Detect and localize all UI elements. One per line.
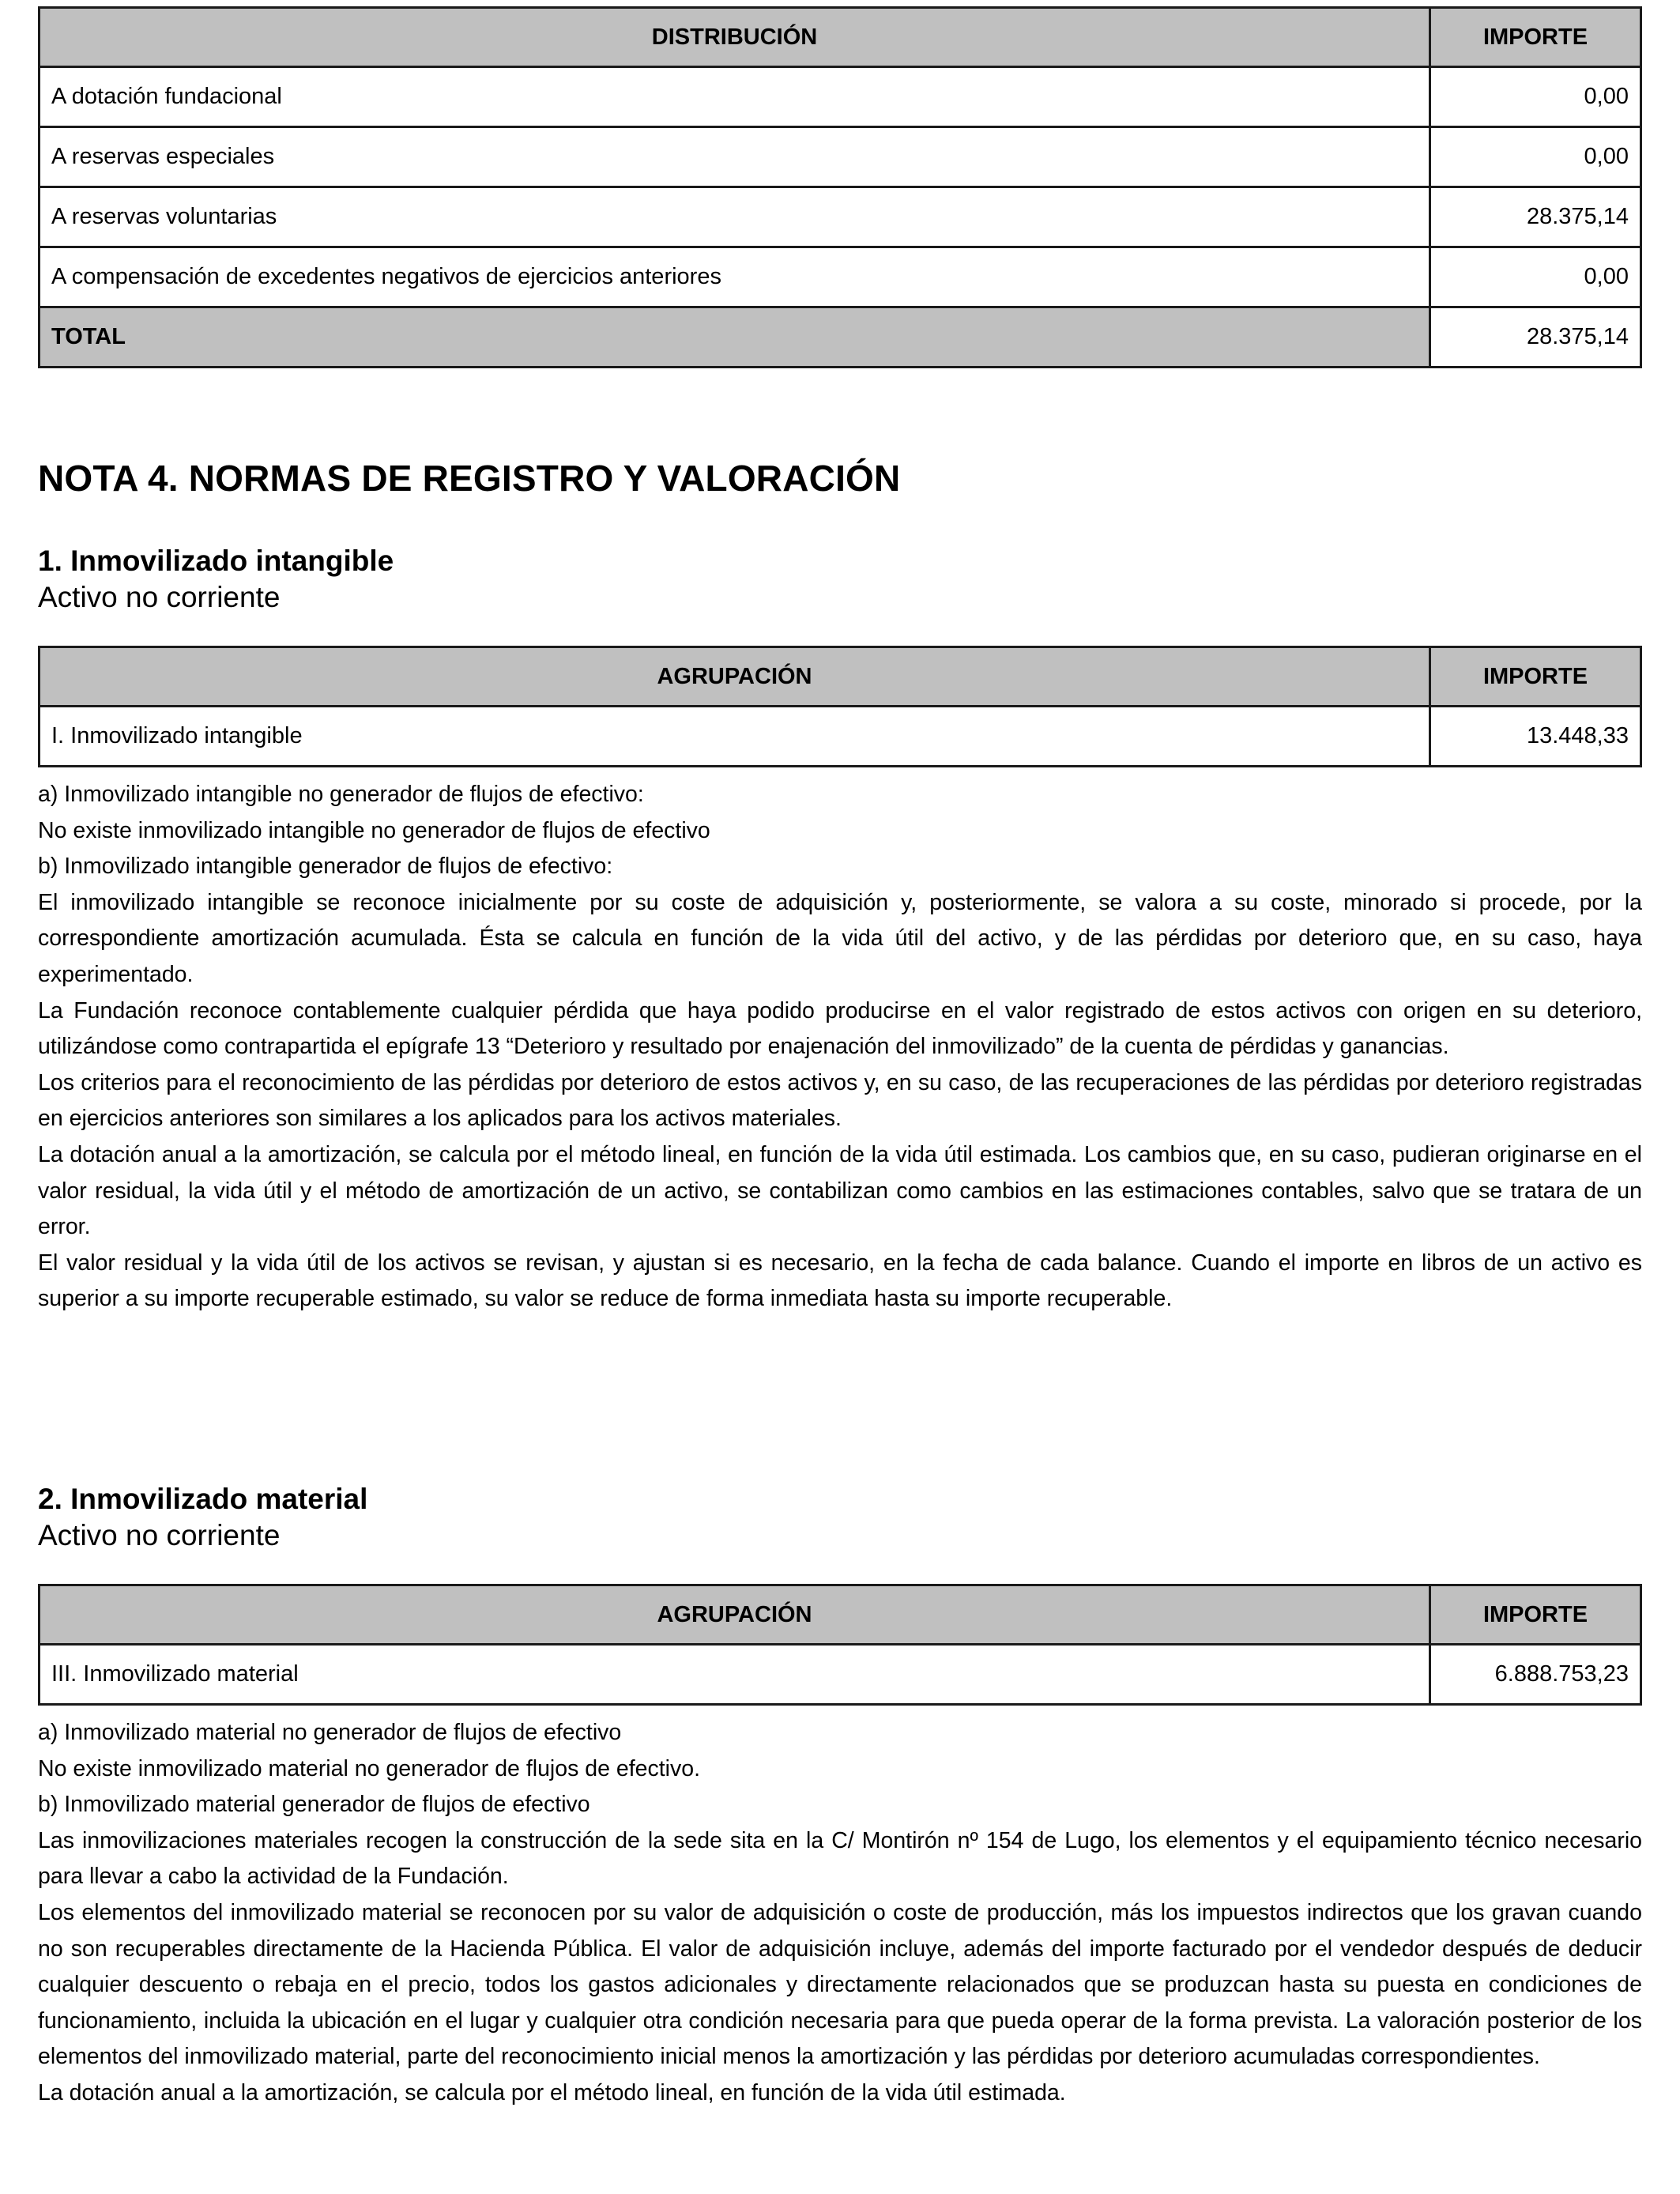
agrupacion-table-intangible — [38, 646, 1642, 767]
paragraph: No existe inmovilizado intangible no generador de flujos de efectivo — [38, 817, 710, 843]
paragraph: a) Inmovilizado intangible no generador de flujos de efectivo: — [38, 782, 644, 807]
row-concept: A reservas especiales — [40, 127, 1430, 187]
paragraph: El inmovilizado intangible se reconoce inicialmente por su coste de adquisición y, posteriormente, se valora a su coste, minorado si procede, por la correspondiente amortización acumulada. Ésta se calcula en función de la vida útil del activo, y de las pérdidas por deterioro que, en su caso, haya experimentado. — [38, 889, 1642, 987]
paragraph: Los criterios para el reconocimiento de las pérdidas por deterioro de estos activos y, en su caso, de las recuperaciones de las pérdidas por deterioro registradas en ejercicios anteriores son similares a los aplicados para los activos materiales. — [38, 1069, 1642, 1132]
paragraph: Las inmovilizaciones materiales recogen la construcción de la sede sita en la C/ Montirón nº 154 de Lugo, los elementos y el equipamiento técnico necesario para llevar a cabo la actividad de la Fundación. — [38, 1827, 1642, 1890]
section-title-nota-4: NOTA 4. NORMAS DE REGISTRO Y VALORACIÓN — [38, 458, 901, 499]
subsection-title: 2. Inmovilizado material — [38, 1483, 368, 1515]
row-concept: A compensación de excedentes negativos de ejercicios anteriores — [40, 247, 1430, 307]
paragraph: a) Inmovilizado material no generador de flujos de efectivo — [38, 1720, 622, 1745]
subsection-subtitle: Activo no corriente — [38, 1519, 281, 1551]
body-text — [38, 1715, 1642, 2112]
total-label: TOTAL — [40, 307, 1430, 368]
total-row — [40, 307, 1641, 368]
table-header-row — [40, 8, 1641, 67]
paragraph: b) Inmovilizado material generador de flujos de efectivo — [38, 1792, 590, 1818]
row-amount: 13.448,33 — [1430, 707, 1641, 767]
row-concept: A reservas voluntarias — [40, 187, 1430, 247]
agrupacion-table-material — [38, 1584, 1642, 1706]
row-concept: III. Inmovilizado material — [40, 1645, 1430, 1705]
table-row — [40, 67, 1641, 127]
column-header-importe: IMPORTE — [1430, 1585, 1641, 1645]
table-header-row — [40, 647, 1641, 707]
table-row — [40, 187, 1641, 247]
table-row — [40, 1645, 1641, 1705]
row-amount: 0,00 — [1430, 127, 1641, 187]
total-amount: 28.375,14 — [1430, 307, 1641, 368]
column-header-importe: IMPORTE — [1430, 647, 1641, 707]
paragraph: La dotación anual a la amortización, se calcula por el método lineal, en función de la vida útil estimada. Los cambios que, en su caso, pudieran originarse en el valor residual, la vida útil y el método de amortización de un activo, se contabilizan como cambios en las estimaciones contables, salvo que se tratara de un error. — [38, 1141, 1642, 1240]
column-header-importe: IMPORTE — [1430, 8, 1641, 67]
paragraph: La Fundación reconoce contablemente cualquier pérdida que haya podido producirse en el valor registrado de estos activos con origen en su deterioro, utilizándose como contrapartida el epígrafe 13 “Deterioro y resultado por enajenación del inmovilizado” de la cuenta de pérdidas y ganancias. — [38, 997, 1642, 1060]
distribution-table — [38, 6, 1642, 368]
row-concept: A dotación fundacional — [40, 67, 1430, 127]
paragraph: Los elementos del inmovilizado material se reconocen por su valor de adquisición o coste de producción, más los impuestos indirectos que los gravan cuando no son recuperables directamente de la Hacienda Pública. El valor de adquisición incluye, además del importe facturado por el vendedor después de deducir cualquier descuento o rebaja en el precio, todos los gastos adicionales y directamente relacionados que se produzcan hasta su puesta en condiciones de funcionamiento, incluida la ubicación en el lugar y cualquier otra condición necesaria para que pueda operar de la forma prevista. La valoración posterior de los elementos del inmovilizado material, parte del reconocimiento inicial menos la amortización y las pérdidas por deterioro acumuladas correspondientes. — [38, 1899, 1642, 2070]
table-row — [40, 247, 1641, 307]
table-header-row — [40, 1585, 1641, 1645]
row-amount: 28.375,14 — [1430, 187, 1641, 247]
section-intangible — [38, 545, 1642, 1318]
document-page — [38, 6, 1642, 2105]
subsection-subtitle: Activo no corriente — [38, 581, 281, 613]
paragraph: La dotación anual a la amortización, se calcula por el método lineal, en función de la vida útil estimada. — [38, 2079, 1066, 2105]
body-text — [38, 777, 1642, 1318]
paragraph: No existe inmovilizado material no generador de flujos de efectivo. — [38, 1755, 701, 1781]
row-amount: 0,00 — [1430, 247, 1641, 307]
column-header-distribucion: DISTRIBUCIÓN — [40, 8, 1430, 67]
column-header-agrupacion: AGRUPACIÓN — [40, 647, 1430, 707]
subsection-title: 1. Inmovilizado intangible — [38, 545, 394, 577]
section-material — [38, 1483, 1642, 2112]
paragraph: b) Inmovilizado intangible generador de flujos de efectivo: — [38, 854, 613, 880]
table-row — [40, 707, 1641, 767]
paragraph: El valor residual y la vida útil de los activos se revisan, y ajustan si es necesario, en la fecha de cada balance. Cuando el importe en libros de un activo es superior a su importe recuperable estimado, su valor se reduce de forma inmediata hasta su importe recuperable. — [38, 1250, 1642, 1312]
column-header-agrupacion: AGRUPACIÓN — [40, 1585, 1430, 1645]
row-amount: 6.888.753,23 — [1430, 1645, 1641, 1705]
table-row — [40, 127, 1641, 187]
row-amount: 0,00 — [1430, 67, 1641, 127]
row-concept: I. Inmovilizado intangible — [40, 707, 1430, 767]
